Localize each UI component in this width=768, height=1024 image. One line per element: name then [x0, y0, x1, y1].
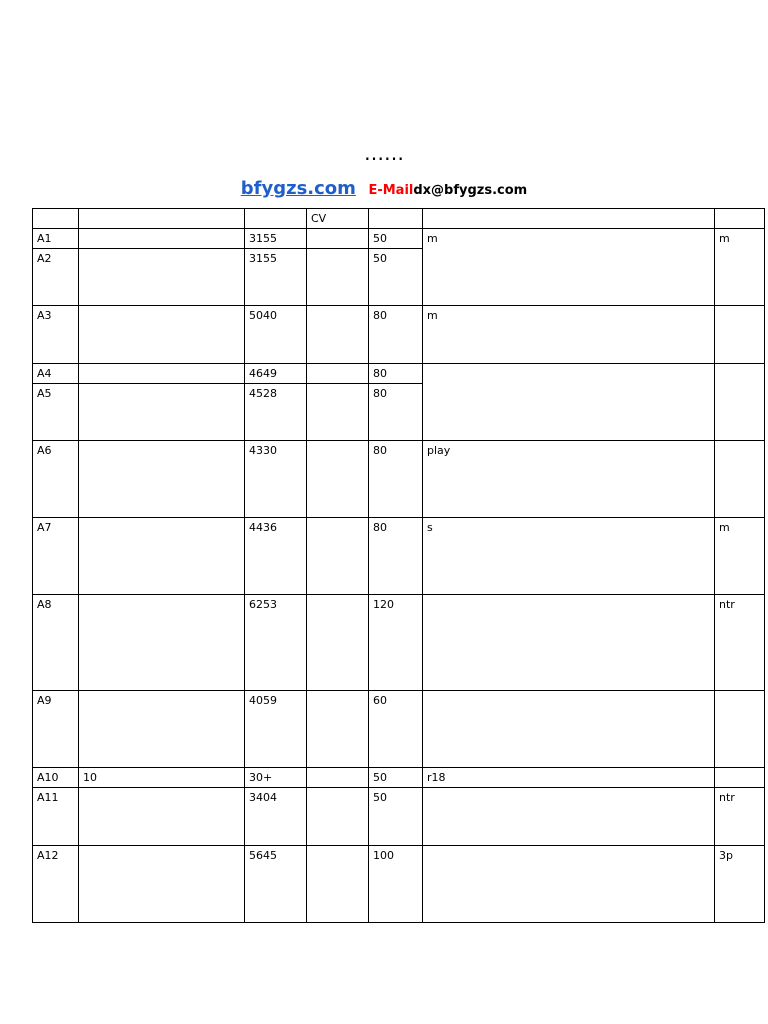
cell-id: A9 [33, 691, 79, 768]
cell-tag: 3p [715, 846, 765, 923]
cell-name [79, 595, 245, 691]
cell-desc [423, 846, 715, 923]
cell-desc [423, 691, 715, 768]
cell-cv [307, 595, 369, 691]
cell-id: A1 [33, 229, 79, 249]
cell-price: 50 [369, 229, 423, 249]
cell-tag: ntr [715, 788, 765, 846]
cell-duration: 4436 [245, 518, 307, 595]
cell-duration: 5040 [245, 306, 307, 364]
table-row [33, 306, 765, 364]
cell-duration: 5645 [245, 846, 307, 923]
cell-tag: m [715, 518, 765, 595]
cell-duration: 3155 [245, 229, 307, 249]
contact-line [0, 176, 768, 204]
cell-name [79, 384, 245, 441]
cell-cv [307, 441, 369, 518]
col-header-cv: CV [307, 209, 369, 229]
cell-cv [307, 384, 369, 441]
cell-duration: 6253 [245, 595, 307, 691]
col-header-tag [715, 209, 765, 229]
cell-name [79, 441, 245, 518]
cell-name [79, 306, 245, 364]
table-row [33, 229, 765, 249]
cell-cv [307, 691, 369, 768]
table-row [33, 364, 765, 384]
cell-id: A6 [33, 441, 79, 518]
cell-price: 80 [369, 384, 423, 441]
col-header-price [369, 209, 423, 229]
cell-duration: 4649 [245, 364, 307, 384]
page-subtitle: …… [364, 141, 404, 165]
cell-cv [307, 788, 369, 846]
cell-name: 10 [79, 768, 245, 788]
cell-tag [715, 364, 765, 441]
cell-duration: 4528 [245, 384, 307, 441]
cell-id: A5 [33, 384, 79, 441]
cell-duration: 3404 [245, 788, 307, 846]
cell-name [79, 229, 245, 249]
cell-id: A8 [33, 595, 79, 691]
cell-cv [307, 229, 369, 249]
cell-duration: 4059 [245, 691, 307, 768]
cell-cv [307, 846, 369, 923]
col-header-name [79, 209, 245, 229]
cell-id: A2 [33, 249, 79, 306]
cell-name [79, 788, 245, 846]
cell-id: A4 [33, 364, 79, 384]
cell-cv [307, 518, 369, 595]
cell-tag [715, 691, 765, 768]
cell-cv [307, 249, 369, 306]
cell-price: 50 [369, 788, 423, 846]
cell-desc: m [423, 229, 715, 306]
cell-id: A12 [33, 846, 79, 923]
cell-tag: m [715, 229, 765, 306]
cell-tag [715, 306, 765, 364]
table-row [33, 595, 765, 691]
cell-price: 60 [369, 691, 423, 768]
email-label: E-Mail [368, 183, 414, 198]
cell-desc: play [423, 441, 715, 518]
cell-desc: r18 [423, 768, 715, 788]
cell-cv [307, 768, 369, 788]
cell-price: 80 [369, 306, 423, 364]
cell-id: A3 [33, 306, 79, 364]
cell-cv [307, 364, 369, 384]
cell-desc: m [423, 306, 715, 364]
cell-price: 80 [369, 364, 423, 384]
cell-price: 80 [369, 518, 423, 595]
table-row [33, 788, 765, 846]
table-row [33, 846, 765, 923]
cell-name [79, 364, 245, 384]
table-row [33, 518, 765, 595]
cell-name [79, 518, 245, 595]
cell-name [79, 249, 245, 306]
cell-id: A7 [33, 518, 79, 595]
table-row [33, 441, 765, 518]
cell-desc [423, 595, 715, 691]
cell-desc [423, 364, 715, 441]
cell-id: A10 [33, 768, 79, 788]
cell-cv [307, 306, 369, 364]
cell-name [79, 691, 245, 768]
table-row [33, 691, 765, 768]
col-header-duration [245, 209, 307, 229]
site-link[interactable]: bfygzs.com [240, 178, 356, 199]
table-row [33, 768, 765, 788]
cell-desc: s [423, 518, 715, 595]
cell-price: 80 [369, 441, 423, 518]
cell-tag [715, 441, 765, 518]
product-table [32, 208, 765, 923]
cell-name [79, 846, 245, 923]
cell-duration: 30+ [245, 768, 307, 788]
cell-desc [423, 788, 715, 846]
cell-tag: ntr [715, 595, 765, 691]
col-header-id [33, 209, 79, 229]
cell-id: A11 [33, 788, 79, 846]
email-address[interactable]: dx@bfygzs.com [413, 183, 528, 198]
cell-price: 50 [369, 768, 423, 788]
cell-price: 100 [369, 846, 423, 923]
col-header-desc [423, 209, 715, 229]
cell-tag [715, 768, 765, 788]
cell-duration: 4330 [245, 441, 307, 518]
cell-price: 120 [369, 595, 423, 691]
cell-price: 50 [369, 249, 423, 306]
table-header-row [33, 209, 765, 229]
cell-duration: 3155 [245, 249, 307, 306]
